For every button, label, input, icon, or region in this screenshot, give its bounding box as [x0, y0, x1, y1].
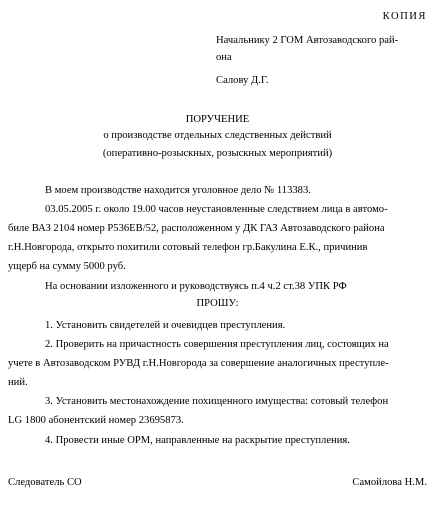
request-item-3-line-1: 3. Установить местонахождение похищенного имущества: сотовый телефон: [45, 396, 389, 407]
addressee-block: [216, 32, 424, 66]
request-heading: ПРОШУ:: [196, 298, 239, 309]
body-paragraph-2-line-4: ущерб на сумму 5000 руб.: [8, 261, 126, 272]
body-paragraph-1: В моем производстве находится уголовное дело № 113383.: [45, 185, 311, 196]
document-title: ПОРУЧЕНИЕ: [185, 114, 250, 125]
body-paragraph-2-line-1: 03.05.2005 г. около 19.00 часов неустановленные следствием лица в автомо-: [45, 204, 388, 215]
copy-mark: КОПИЯ: [382, 11, 427, 22]
request-item-2-line-1: 2. Проверить на причастность совершения преступления лиц, состоящих на: [45, 339, 389, 350]
signature-name: Самойлова Н.М.: [352, 477, 427, 488]
request-item-1: 1. Установить свидетелей и очевидцев преступления.: [45, 320, 286, 331]
addressee-line-2: она: [216, 52, 232, 63]
signature-position: Следователь СО: [8, 477, 82, 488]
request-item-2-line-3: ний.: [8, 377, 28, 388]
addressee-name: Салову Д.Г.: [216, 75, 269, 86]
body-paragraph-3: На основании изложенного и руководствуясь п.4 ч.2 ст.38 УПК РФ: [45, 281, 347, 292]
request-item-3-line-2: LG 1800 абонентский номер 23695873.: [8, 415, 184, 426]
body-paragraph-2-line-3: г.Н.Новгорода, открыто похитили сотовый телефон гр.Бакулина Е.К., причинив: [8, 242, 368, 253]
body-paragraph-2-line-2: биле ВАЗ 2104 номер Р536ЕВ/52, расположенном у ДК ГАЗ Автозаводского района: [8, 223, 385, 234]
document-subtitle-1: о производстве отдельных следственных действий: [103, 130, 332, 141]
addressee-line-1: Начальнику 2 ГОМ Автозаводского рай-: [216, 35, 399, 46]
document-subtitle-2: (оперативно-розыскных, розыскных мероприятий): [102, 148, 333, 159]
request-item-2-line-2: учете в Автозаводском РУВД г.Н.Новгорода за совершение аналогичных преступле-: [8, 358, 389, 369]
request-item-4: 4. Провести иные ОРМ, направленные на раскрытие преступления.: [45, 435, 350, 446]
